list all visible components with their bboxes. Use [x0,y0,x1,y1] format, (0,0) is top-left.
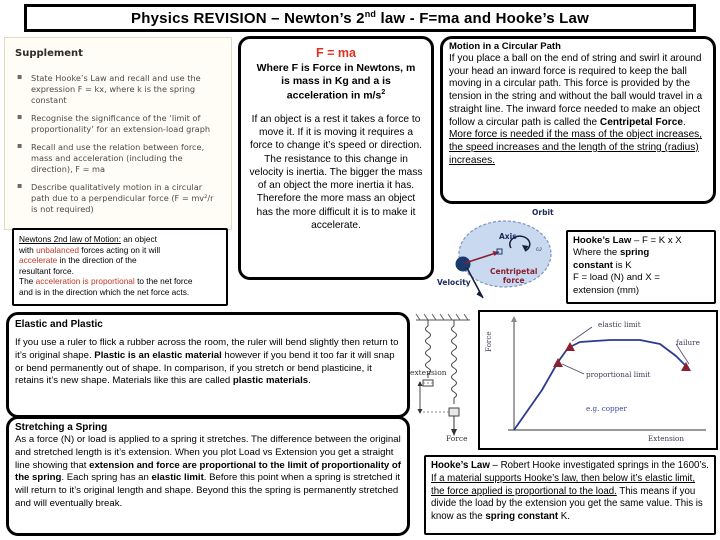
fma-definition-line2: is mass in Kg and a is [281,75,391,88]
hooke-history-bold2: spring constant [485,511,559,523]
extension-arrowhead-bottom [418,409,423,414]
centripetal-force-label [490,268,537,285]
supplement-list [15,73,221,215]
page-title [131,9,589,27]
newtons-second-law-text [19,234,221,298]
elastic-and-plastic-text [15,337,401,388]
newtons-law-line5b: to the net force [134,276,193,287]
stretch-bold1: extension and force are proportional to the limit of proportionality of the spring [15,459,401,484]
circular-motion-paragraph-a: If you place a ball on the end of string and swirl it around your head an inward force is required to keep the ball moving in a circular path. This force is provided by the tension in the string and without the ball would travel in a straight line. The inward force needed to make an object follow a circular path is called the [449,53,703,128]
elastic-bold1: Plastic is an elastic material [94,349,222,361]
elastic-and-plastic-heading: Elastic and Plastic [15,319,103,330]
newtons-law-proportional: acceleration is proportional [35,276,135,287]
supplement-bullet-1: ▪ State Hooke’s Law and recall and use the expression F = kx, where k is the spring constant [15,73,221,106]
extension-arrowhead-top [418,381,423,386]
hookes-law-history-text [431,460,709,524]
hooke-history-part1: – Robert Hooke investigated springs in the 1600’s. [489,460,709,471]
newtons-law-accelerate: accelerate [19,255,58,266]
centripetal-force-label-line2: force [502,275,525,285]
circular-motion-svg [437,206,577,312]
stretching-a-spring-text [15,434,401,511]
force-extension-graph [478,310,718,450]
elastic-limit-leader [572,327,592,341]
elastic-limit-marker [565,342,575,351]
orbit-label: Orbit [532,208,554,217]
circular-motion-underlined: More force is needed if the mass of the object increases, the speed increases and the length of the string (radius) increases. [449,129,703,166]
newtons-law-unbalanced: unbalanced [36,244,79,255]
hookes-law-formula-box [566,230,716,304]
hooke-history-underlined: If a material supports Hooke’s law, then below it’s elastic limit, the force applied is proportional to the load. [431,472,696,497]
stretched-spring-mass [449,408,459,416]
stretch-bold2: elastic limit [151,472,204,484]
newtons-law-line3b: in the direction of the [57,255,137,266]
fma-box [238,36,434,280]
stretching-a-spring-heading: Stretching a Spring [15,422,108,433]
graph-y-axis-arrow [511,316,517,322]
hookes-law-constant-term: constant [573,259,613,271]
elastic-part2: however if you bend it too far it will snap or bend permanently out of shape. In comparison, if you stretch or bend plasticine, it retains it’s new shape. Materials like this are called [15,349,395,387]
hookes-law-formula-title: Hooke’s Law [573,235,632,246]
hookes-law-spring-term: spring [619,247,650,259]
graph-annotation-example: e.g. copper [586,404,627,413]
newtons-law-line2a: with [19,244,37,255]
circular-motion-diagram [437,206,577,312]
centripetal-force-label-line1: Centripetal [490,267,538,276]
hookes-law-formula-line3b: is K [612,259,632,271]
newtons-law-line5a: The [19,276,36,287]
hookes-law-formula-line4: F = load (N) and X = [573,272,660,284]
fma-definition-line3: acceleration in m/s [286,89,382,102]
elastic-bold2: plastic materials [232,375,309,387]
graph-ylabel: Force [484,331,493,352]
hookes-law-formula-line5: extension (mm) [573,284,640,296]
fma-equation: F = ma [316,46,356,60]
axis-label: Axis [499,232,517,241]
supplement-bullet-2: ▪ Recognise the significance of the ‘limit of proportionality’ for an extension-load graph [15,113,221,135]
force-extension-svg [480,312,716,448]
graph-annotation-failure: failure [676,338,700,347]
page-title-prefix: Physics REVISION – Newton’s 2 [131,10,365,27]
hookes-law-formula-line2a: Where the [573,247,620,259]
omega-label: ω [536,244,542,253]
spring-force-label: Force [446,434,468,443]
page-title-suffix: law - F=ma and Hooke’s Law [376,10,589,27]
graph-annotation-proportional-limit: proportional limit [586,370,651,379]
page-title-ordinal: nd [364,9,377,19]
hookes-law-formula-title-rest: – F = K x X [631,235,682,246]
supplement-bullet-3: ▪ Recall and use the relation between force, mass and acceleration (including the direction), F = ma [15,142,221,175]
spring-extension-sketch [408,312,476,450]
stretching-a-spring-box [6,416,410,536]
graph-annotation-elastic-limit: elastic limit [598,320,641,329]
fma-paragraph: If an object is a rest it takes a force to move it. If it is moving it requires a force to change it’s speed or direction. The resistance to this change in velocity is inertia. The bigger the mass of an object the more inertia it has. Therefore the more mass an object has the more difficult it is to make it accelerate. [249,113,423,231]
circular-motion-box [440,36,716,204]
elastic-part1: If you use a ruler to flick a rubber across the room, the ruler will bend slightly then return to it’s original shape. [15,337,399,361]
hooke-history-part3: K. [558,511,570,523]
circular-motion-heading: Motion in a Circular Path [449,41,561,52]
newtons-law-line1: an object [120,234,157,244]
proportional-limit-leader [562,364,584,374]
hooke-history-bold1: Hooke’s Law [431,460,490,471]
circular-motion-paragraph-b: . [682,116,686,128]
hookes-law-history-box [424,455,716,535]
fma-definition-sup: 2 [381,88,386,96]
elastic-part3: . [308,375,311,387]
elastic-and-plastic-box [6,312,410,418]
newtons-law-line2b: forces acting on it will [78,244,161,255]
spring-sketch-svg [408,312,476,450]
hookes-law-formula-text [573,235,709,297]
supplement-panel [4,37,232,230]
stretch-part2: . Each spring has an [61,472,152,484]
newtons-second-law-box [12,228,228,306]
extension-label: extension [410,368,447,377]
hooke-history-part2: This means if you divide the load by the extension you get the same value. This is know as the [431,485,703,523]
ceiling-hatching [416,314,468,320]
proportional-limit-marker [553,358,563,367]
stretch-part3: . Before this point when a spring is stretched it will return to it’s original length and shape. Beyond this the spring is permanently stretched and will eventually break. [15,472,401,509]
page-title-bar [24,4,696,32]
failure-leader [676,344,689,364]
supplement-bullet-4: ▪ Describe qualitatively motion in a circular path due to a perpendicular force (F = mv²/r is not required) [15,182,221,215]
newtons-law-heading: Newtons 2nd law of Motion: [19,234,121,244]
fma-definition [249,62,423,103]
graph-xlabel: Extension [648,434,685,443]
velocity-label: Velocity [437,278,471,287]
circular-motion-text [449,53,708,167]
centripetal-force-term: Centripetal Force [599,116,683,128]
stretch-part1: As a force (N) or load is applied to a spring it stretches. The difference between the original and stretched length is it’s extension. When you plot Load vs Extension you get a straight line showing that [15,434,401,471]
newtons-law-line4: resultant force. [19,265,74,276]
stretched-spring-icon [452,320,457,404]
stress-strain-curve [514,340,688,430]
newtons-law-line6: and is in the direction which the net force acts. [19,287,190,298]
fma-definition-line1: Where F is Force in Newtons, m [256,62,416,74]
supplement-heading: Supplement [15,48,83,59]
